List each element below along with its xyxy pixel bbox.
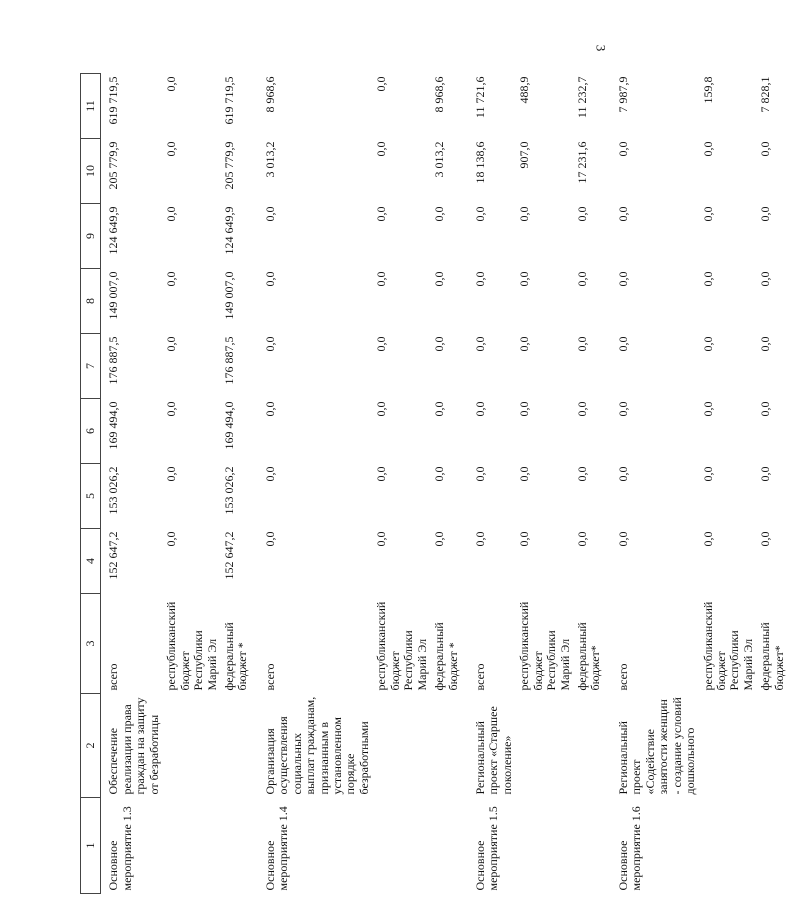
table-row: [700, 74, 758, 894]
amount-cell: 0,0: [472, 401, 487, 417]
measure-name-cell: Основное мероприятие 1.5: [472, 806, 501, 891]
amount-cell: 0,0: [700, 531, 715, 547]
table-row: [462, 74, 516, 894]
header-cell: 10: [81, 139, 101, 204]
amount-cell: 0,0: [700, 141, 715, 157]
amount-cell: 0,0: [615, 206, 630, 222]
amount-cell: 0,0: [615, 466, 630, 482]
measure-name-cell: [757, 798, 788, 894]
amount-cell: 152 647,2: [221, 531, 236, 580]
amount-cell: 8 968,6: [432, 76, 447, 113]
measure-name-cell: [163, 798, 221, 894]
header-cell: 9: [81, 204, 101, 269]
amount-cell: 0,0: [374, 206, 389, 222]
amount-cell: 0,0: [758, 141, 773, 157]
amount-cell: 0,0: [758, 271, 773, 287]
table-row: [373, 74, 431, 894]
header-row: [81, 74, 101, 894]
funding-source-cell: всего: [106, 663, 121, 691]
funding-source-cell: республиканский бюджет Республики Марий Эл: [517, 601, 572, 691]
header-cell: 6: [81, 399, 101, 464]
amount-cell: 205 779,9: [106, 141, 121, 190]
amount-cell: 149 007,0: [221, 271, 236, 320]
amount-cell: 18 138,6: [472, 141, 487, 184]
measure-title-cell: Организация осуществления социальных выплат гражданам, признанным в установленном порядке безработными: [262, 696, 371, 795]
amount-cell: 0,0: [517, 271, 532, 287]
amount-cell: 176 887,5: [221, 336, 236, 385]
measure-title-cell: Обеспечение реализации права граждан на защиту от безработицы: [106, 697, 161, 795]
header-cell: 1: [81, 798, 101, 894]
measure-title-cell: [221, 694, 252, 798]
amount-cell: 0,0: [615, 401, 630, 417]
funding-source-cell: всего: [615, 663, 630, 691]
amount-cell: 169 494,0: [221, 401, 236, 450]
amount-cell: 0,0: [575, 466, 589, 482]
measure-name-cell: [373, 798, 431, 894]
amount-cell: 8 968,6: [262, 76, 277, 113]
amount-cell: 0,0: [164, 271, 179, 287]
amount-cell: 0,0: [700, 271, 715, 287]
table-row: [516, 74, 574, 894]
rotated-table-sheet: [80, 74, 786, 894]
amount-cell: 0,0: [374, 466, 389, 482]
amount-cell: 0,0: [758, 336, 773, 352]
funding-source-cell: республиканский бюджет Республики Марий Эл: [374, 601, 429, 691]
page-number: 3: [592, 44, 608, 52]
amount-cell: 0,0: [164, 206, 179, 222]
amount-cell: 0,0: [432, 336, 447, 352]
amount-cell: 0,0: [262, 206, 277, 222]
amount-cell: 0,0: [432, 531, 447, 547]
measure-title-cell: [163, 694, 221, 798]
amount-cell: 0,0: [262, 531, 277, 547]
amount-cell: 0,0: [575, 401, 589, 417]
measure-title-cell: [700, 694, 758, 798]
amount-cell: 0,0: [262, 336, 277, 352]
amount-cell: 7 987,9: [615, 76, 630, 113]
amount-cell: 0,0: [472, 336, 487, 352]
amount-cell: 0,0: [472, 271, 487, 287]
amount-cell: 0,0: [517, 336, 532, 352]
table-row: [252, 74, 374, 894]
amount-cell: 0,0: [164, 336, 179, 352]
table-row: [221, 74, 252, 894]
amount-cell: 0,0: [374, 271, 389, 287]
amount-cell: 0,0: [615, 141, 630, 157]
amount-cell: 149 007,0: [106, 271, 121, 320]
header-cell: 2: [81, 694, 101, 798]
measure-name-cell: [574, 798, 605, 894]
measure-name-cell: [431, 798, 462, 894]
measure-title-cell: Региональный проект «Содействие занятости женщин - создание условий дошкольного: [615, 697, 698, 795]
header-cell: 3: [81, 594, 101, 694]
amount-cell: 0,0: [164, 141, 179, 157]
amount-cell: 0,0: [432, 401, 447, 417]
amount-cell: 0,0: [517, 206, 532, 222]
table-row: [101, 74, 163, 894]
funding-source-cell: федеральный бюджет*: [575, 622, 603, 691]
header-cell: 11: [81, 74, 101, 139]
amount-cell: 0,0: [517, 401, 532, 417]
amount-cell: 0,0: [758, 466, 773, 482]
amount-cell: 0,0: [432, 271, 447, 287]
header-cell: 4: [81, 529, 101, 594]
amount-cell: 3 013,2: [432, 141, 447, 178]
amount-cell: 0,0: [472, 531, 487, 547]
funding-source-cell: федеральный бюджет *: [432, 622, 460, 691]
measure-title-cell: [757, 694, 788, 798]
amount-cell: 205 779,9: [221, 141, 236, 190]
amount-cell: 7 828,1: [758, 76, 773, 113]
funding-source-cell: всего: [472, 663, 487, 691]
amount-cell: 0,0: [374, 401, 389, 417]
amount-cell: 124 649,9: [106, 206, 121, 255]
amount-cell: 0,0: [262, 401, 277, 417]
amount-cell: 0,0: [700, 401, 715, 417]
amount-cell: 153 026,2: [221, 466, 236, 515]
table-row: [574, 74, 605, 894]
header-cell: 5: [81, 464, 101, 529]
amount-cell: 0,0: [374, 76, 389, 92]
amount-cell: 124 649,9: [221, 206, 236, 255]
funding-source-cell: республиканский бюджет Республики Марий Эл: [164, 601, 219, 691]
table-row: [757, 74, 788, 894]
measure-title-cell: [574, 694, 605, 798]
amount-cell: 0,0: [374, 531, 389, 547]
amount-cell: 159,8: [700, 76, 715, 104]
header-cell: 8: [81, 269, 101, 334]
amount-cell: 0,0: [575, 336, 589, 352]
amount-cell: 0,0: [615, 531, 630, 547]
funding-source-cell: федеральный бюджет *: [221, 622, 250, 691]
table-body: [101, 74, 788, 894]
amount-cell: 0,0: [575, 206, 589, 222]
amount-cell: 0,0: [262, 466, 277, 482]
amount-cell: 0,0: [758, 401, 773, 417]
measure-title-cell: Региональный проект «Старшее поколение»: [472, 706, 514, 795]
table-row: [605, 74, 700, 894]
amount-cell: 907,0: [517, 141, 532, 169]
amount-cell: 0,0: [374, 336, 389, 352]
measure-title-cell: [431, 694, 462, 798]
amount-cell: 0,0: [758, 206, 773, 222]
amount-cell: 0,0: [615, 336, 630, 352]
amount-cell: 0,0: [472, 466, 487, 482]
amount-cell: 0,0: [262, 271, 277, 287]
amount-cell: 0,0: [432, 206, 447, 222]
amount-cell: 11 721,6: [472, 76, 487, 119]
measure-name-cell: Основное мероприятие 1.6: [615, 806, 644, 891]
amount-cell: 17 231,6: [575, 141, 589, 184]
amount-cell: 0,0: [164, 76, 179, 92]
amount-cell: 0,0: [432, 466, 447, 482]
measure-name-cell: [516, 798, 574, 894]
measure-name-cell: [700, 798, 758, 894]
budget-table: [80, 73, 788, 894]
amount-cell: 11 232,7: [575, 76, 589, 119]
table-row: [431, 74, 462, 894]
funding-source-cell: республиканский бюджет Республики Марий Эл: [700, 601, 755, 691]
funding-source-cell: федеральный бюджет*: [758, 622, 786, 691]
measure-name-cell: Основное мероприятие 1.3: [106, 806, 134, 891]
amount-cell: 0,0: [164, 531, 179, 547]
header-cell: 7: [81, 334, 101, 399]
measure-name-cell: Основное мероприятие 1.4: [262, 806, 291, 891]
amount-cell: 0,0: [700, 206, 715, 222]
amount-cell: 619 719,5: [106, 76, 121, 125]
amount-cell: 0,0: [517, 466, 532, 482]
amount-cell: 0,0: [700, 466, 715, 482]
amount-cell: 0,0: [472, 206, 487, 222]
amount-cell: 169 494,0: [106, 401, 121, 450]
amount-cell: 0,0: [575, 271, 589, 287]
amount-cell: 153 026,2: [106, 466, 121, 515]
amount-cell: 0,0: [164, 466, 179, 482]
amount-cell: 0,0: [758, 531, 773, 547]
amount-cell: 176 887,5: [106, 336, 121, 385]
amount-cell: 0,0: [374, 141, 389, 157]
amount-cell: 3 013,2: [262, 141, 277, 178]
amount-cell: 152 647,2: [106, 531, 121, 580]
measure-title-cell: [373, 694, 431, 798]
amount-cell: 0,0: [517, 531, 532, 547]
amount-cell: 0,0: [575, 531, 589, 547]
amount-cell: 488,9: [517, 76, 532, 104]
measure-title-cell: [516, 694, 574, 798]
table-row: [163, 74, 221, 894]
amount-cell: 0,0: [615, 271, 630, 287]
amount-cell: 619 719,5: [221, 76, 236, 125]
measure-name-cell: [221, 798, 252, 894]
amount-cell: 0,0: [164, 401, 179, 417]
funding-source-cell: всего: [262, 663, 277, 691]
amount-cell: 0,0: [700, 336, 715, 352]
